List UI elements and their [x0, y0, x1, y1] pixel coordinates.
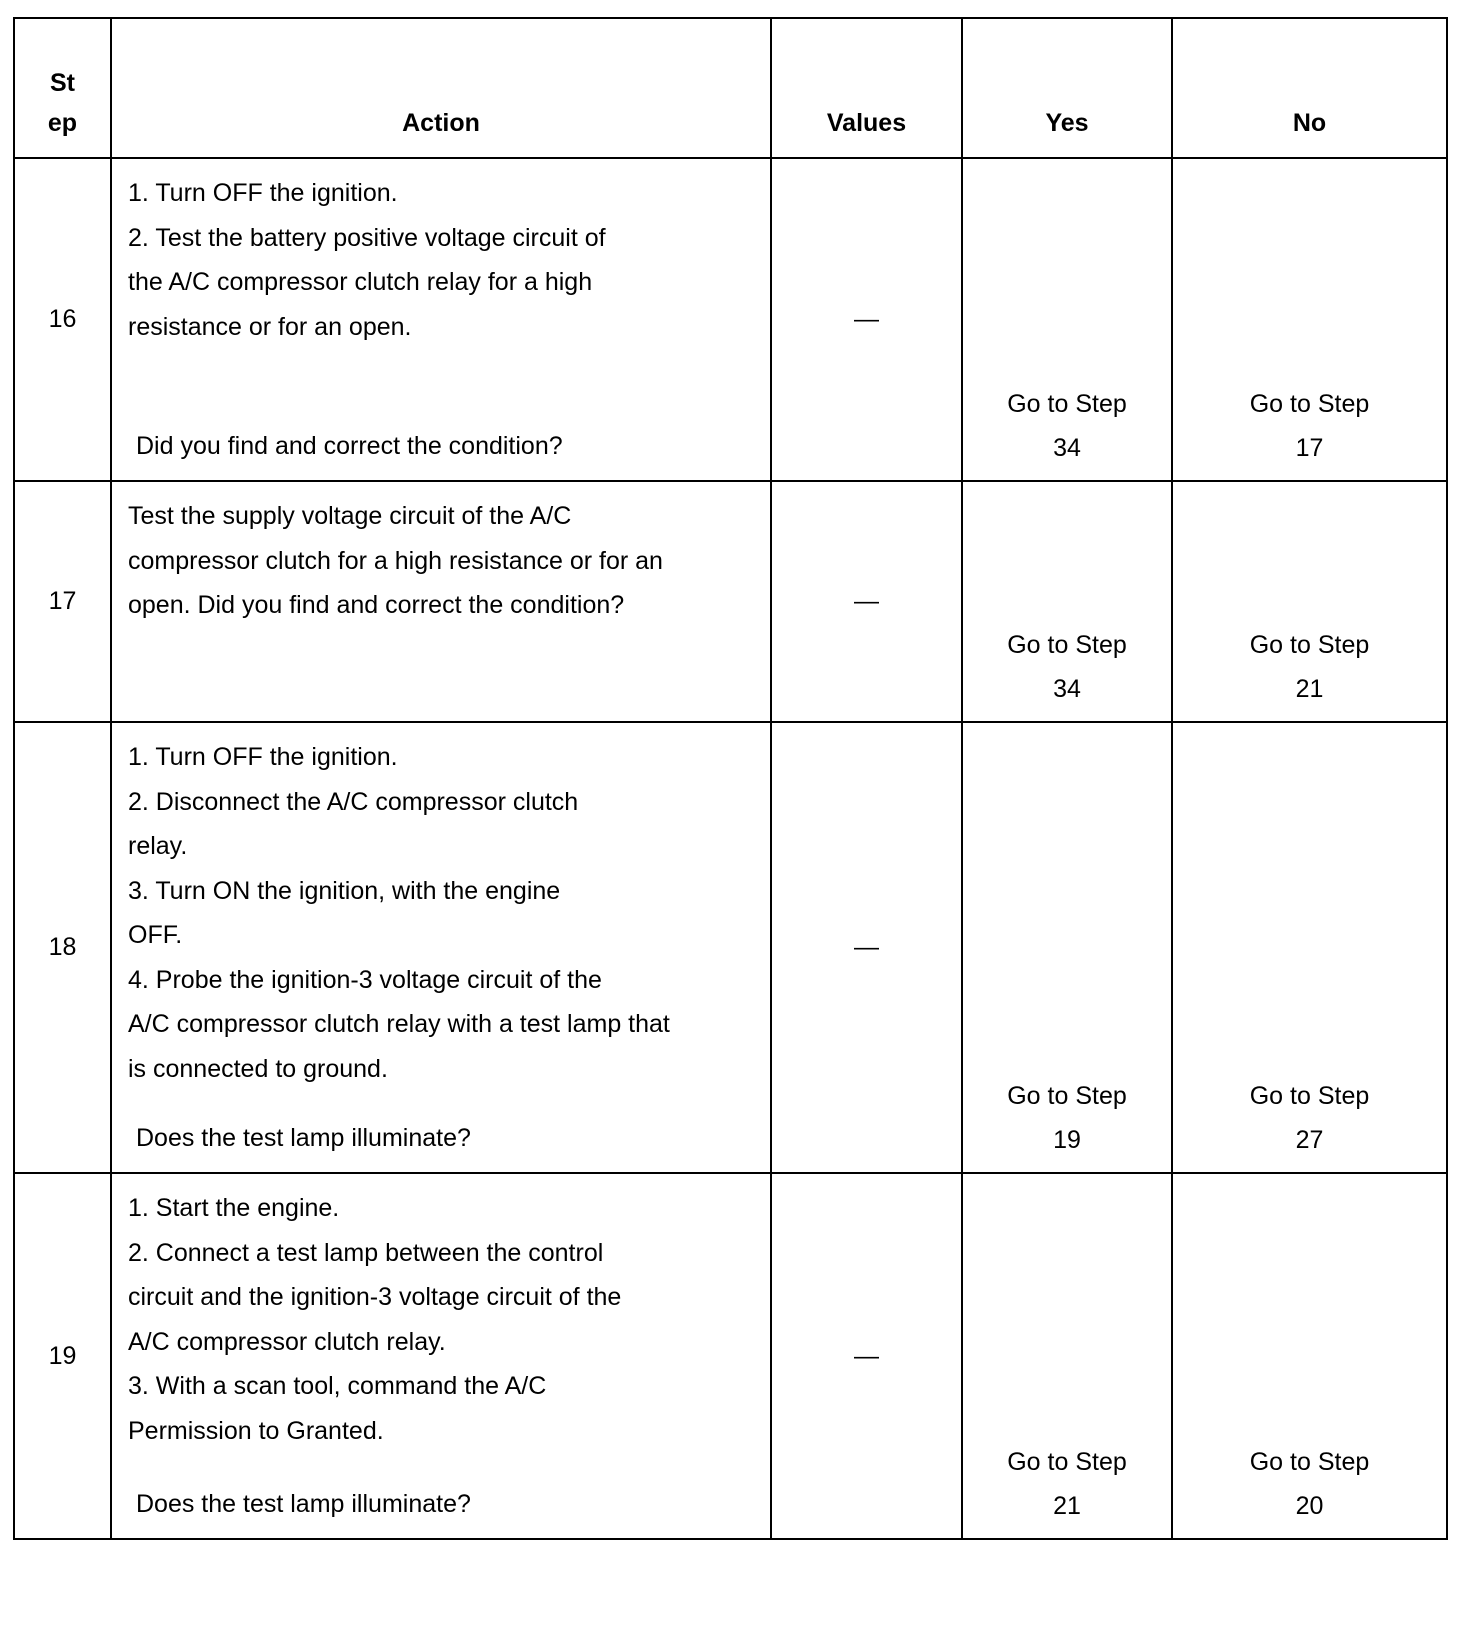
yes-step: 19 [1053, 1126, 1081, 1154]
no-cell [1172, 158, 1447, 481]
go-to-label: Go to Step [1249, 1448, 1370, 1476]
header-action: Action [111, 18, 771, 158]
go-to-label: Go to Step [1007, 1448, 1127, 1476]
header-step: St ep [14, 18, 111, 158]
go-to-label: Go to Step [1249, 631, 1370, 659]
action-line: is connected to ground. [128, 1054, 388, 1083]
no-step: 20 [1295, 1492, 1324, 1520]
action-question: Does the test lamp illuminate? [136, 1123, 471, 1152]
step-number: 17 [14, 481, 111, 722]
action-line: the A/C compressor clutch relay for a high [128, 268, 593, 296]
action-line: 4. Probe the ignition-3 voltage circuit of the [128, 965, 602, 994]
go-to-label: Go to Step [1249, 390, 1370, 418]
action-question: Does the test lamp illuminate? [136, 1489, 471, 1518]
no-step: 17 [1295, 434, 1324, 462]
action-line: 2. Disconnect the A/C compressor clutch [128, 787, 579, 816]
action-line: 3. Turn ON the ignition, with the engine [128, 876, 561, 905]
value-cell: — [771, 722, 962, 1173]
yes-cell [962, 1173, 1172, 1539]
action-cell [111, 722, 771, 1173]
action-line: 1. Start the engine. [128, 1194, 340, 1222]
action-line: A/C compressor clutch relay. [128, 1327, 446, 1356]
no-cell [1172, 1173, 1447, 1539]
no-step: 21 [1295, 675, 1324, 703]
action-line: OFF. [128, 921, 183, 949]
no-cell [1172, 481, 1447, 722]
header-yes: Yes [962, 18, 1172, 158]
table-row [14, 481, 1447, 722]
action-line: Test the supply voltage circuit of the A/C [128, 502, 572, 530]
action-line: 2. Test the battery positive voltage circuit of [128, 223, 606, 252]
action-cell [111, 481, 771, 722]
step-number: 18 [14, 722, 111, 1173]
action-line: A/C compressor clutch relay with a test lamp that [128, 1010, 670, 1038]
action-question: Did you find and correct the condition? [136, 431, 563, 460]
header-row [14, 18, 1447, 158]
action-line: 3. With a scan tool, command the A/C [128, 1372, 547, 1400]
action-line: 1. Turn OFF the ignition. [128, 743, 398, 771]
action-line: open. Did you find and correct the condition? [128, 591, 625, 619]
header-no: No [1172, 18, 1447, 158]
yes-step: 34 [1053, 675, 1081, 703]
table-row [14, 1173, 1447, 1539]
yes-step: 21 [1053, 1492, 1081, 1520]
action-line: resistance or for an open. [128, 312, 412, 341]
yes-step: 34 [1053, 434, 1081, 462]
action-cell [111, 158, 771, 481]
go-to-label: Go to Step [1007, 631, 1127, 659]
diagnostic-table [13, 17, 1448, 1540]
value-cell: — [771, 481, 962, 722]
value-cell: — [771, 1173, 962, 1539]
step-number: 19 [14, 1173, 111, 1539]
go-to-label: Go to Step [1007, 390, 1127, 418]
no-step: 27 [1295, 1126, 1324, 1154]
table-row [14, 722, 1447, 1173]
action-line: 1. Turn OFF the ignition. [128, 179, 398, 207]
action-line: compressor clutch for a high resistance or for an [128, 546, 663, 575]
step-number: 16 [14, 158, 111, 481]
table-row [14, 158, 1447, 481]
value-cell: — [771, 158, 962, 481]
no-cell [1172, 722, 1447, 1173]
action-line: relay. [128, 832, 188, 860]
yes-cell [962, 481, 1172, 722]
action-line: circuit and the ignition-3 voltage circuit of the [128, 1283, 622, 1311]
go-to-label: Go to Step [1007, 1082, 1127, 1110]
action-line: Permission to Granted. [128, 1416, 384, 1445]
go-to-label: Go to Step [1249, 1082, 1370, 1110]
yes-cell [962, 158, 1172, 481]
yes-cell [962, 722, 1172, 1173]
header-values: Values [771, 18, 962, 158]
action-line: 2. Connect a test lamp between the control [128, 1238, 604, 1267]
action-cell [111, 1173, 771, 1539]
